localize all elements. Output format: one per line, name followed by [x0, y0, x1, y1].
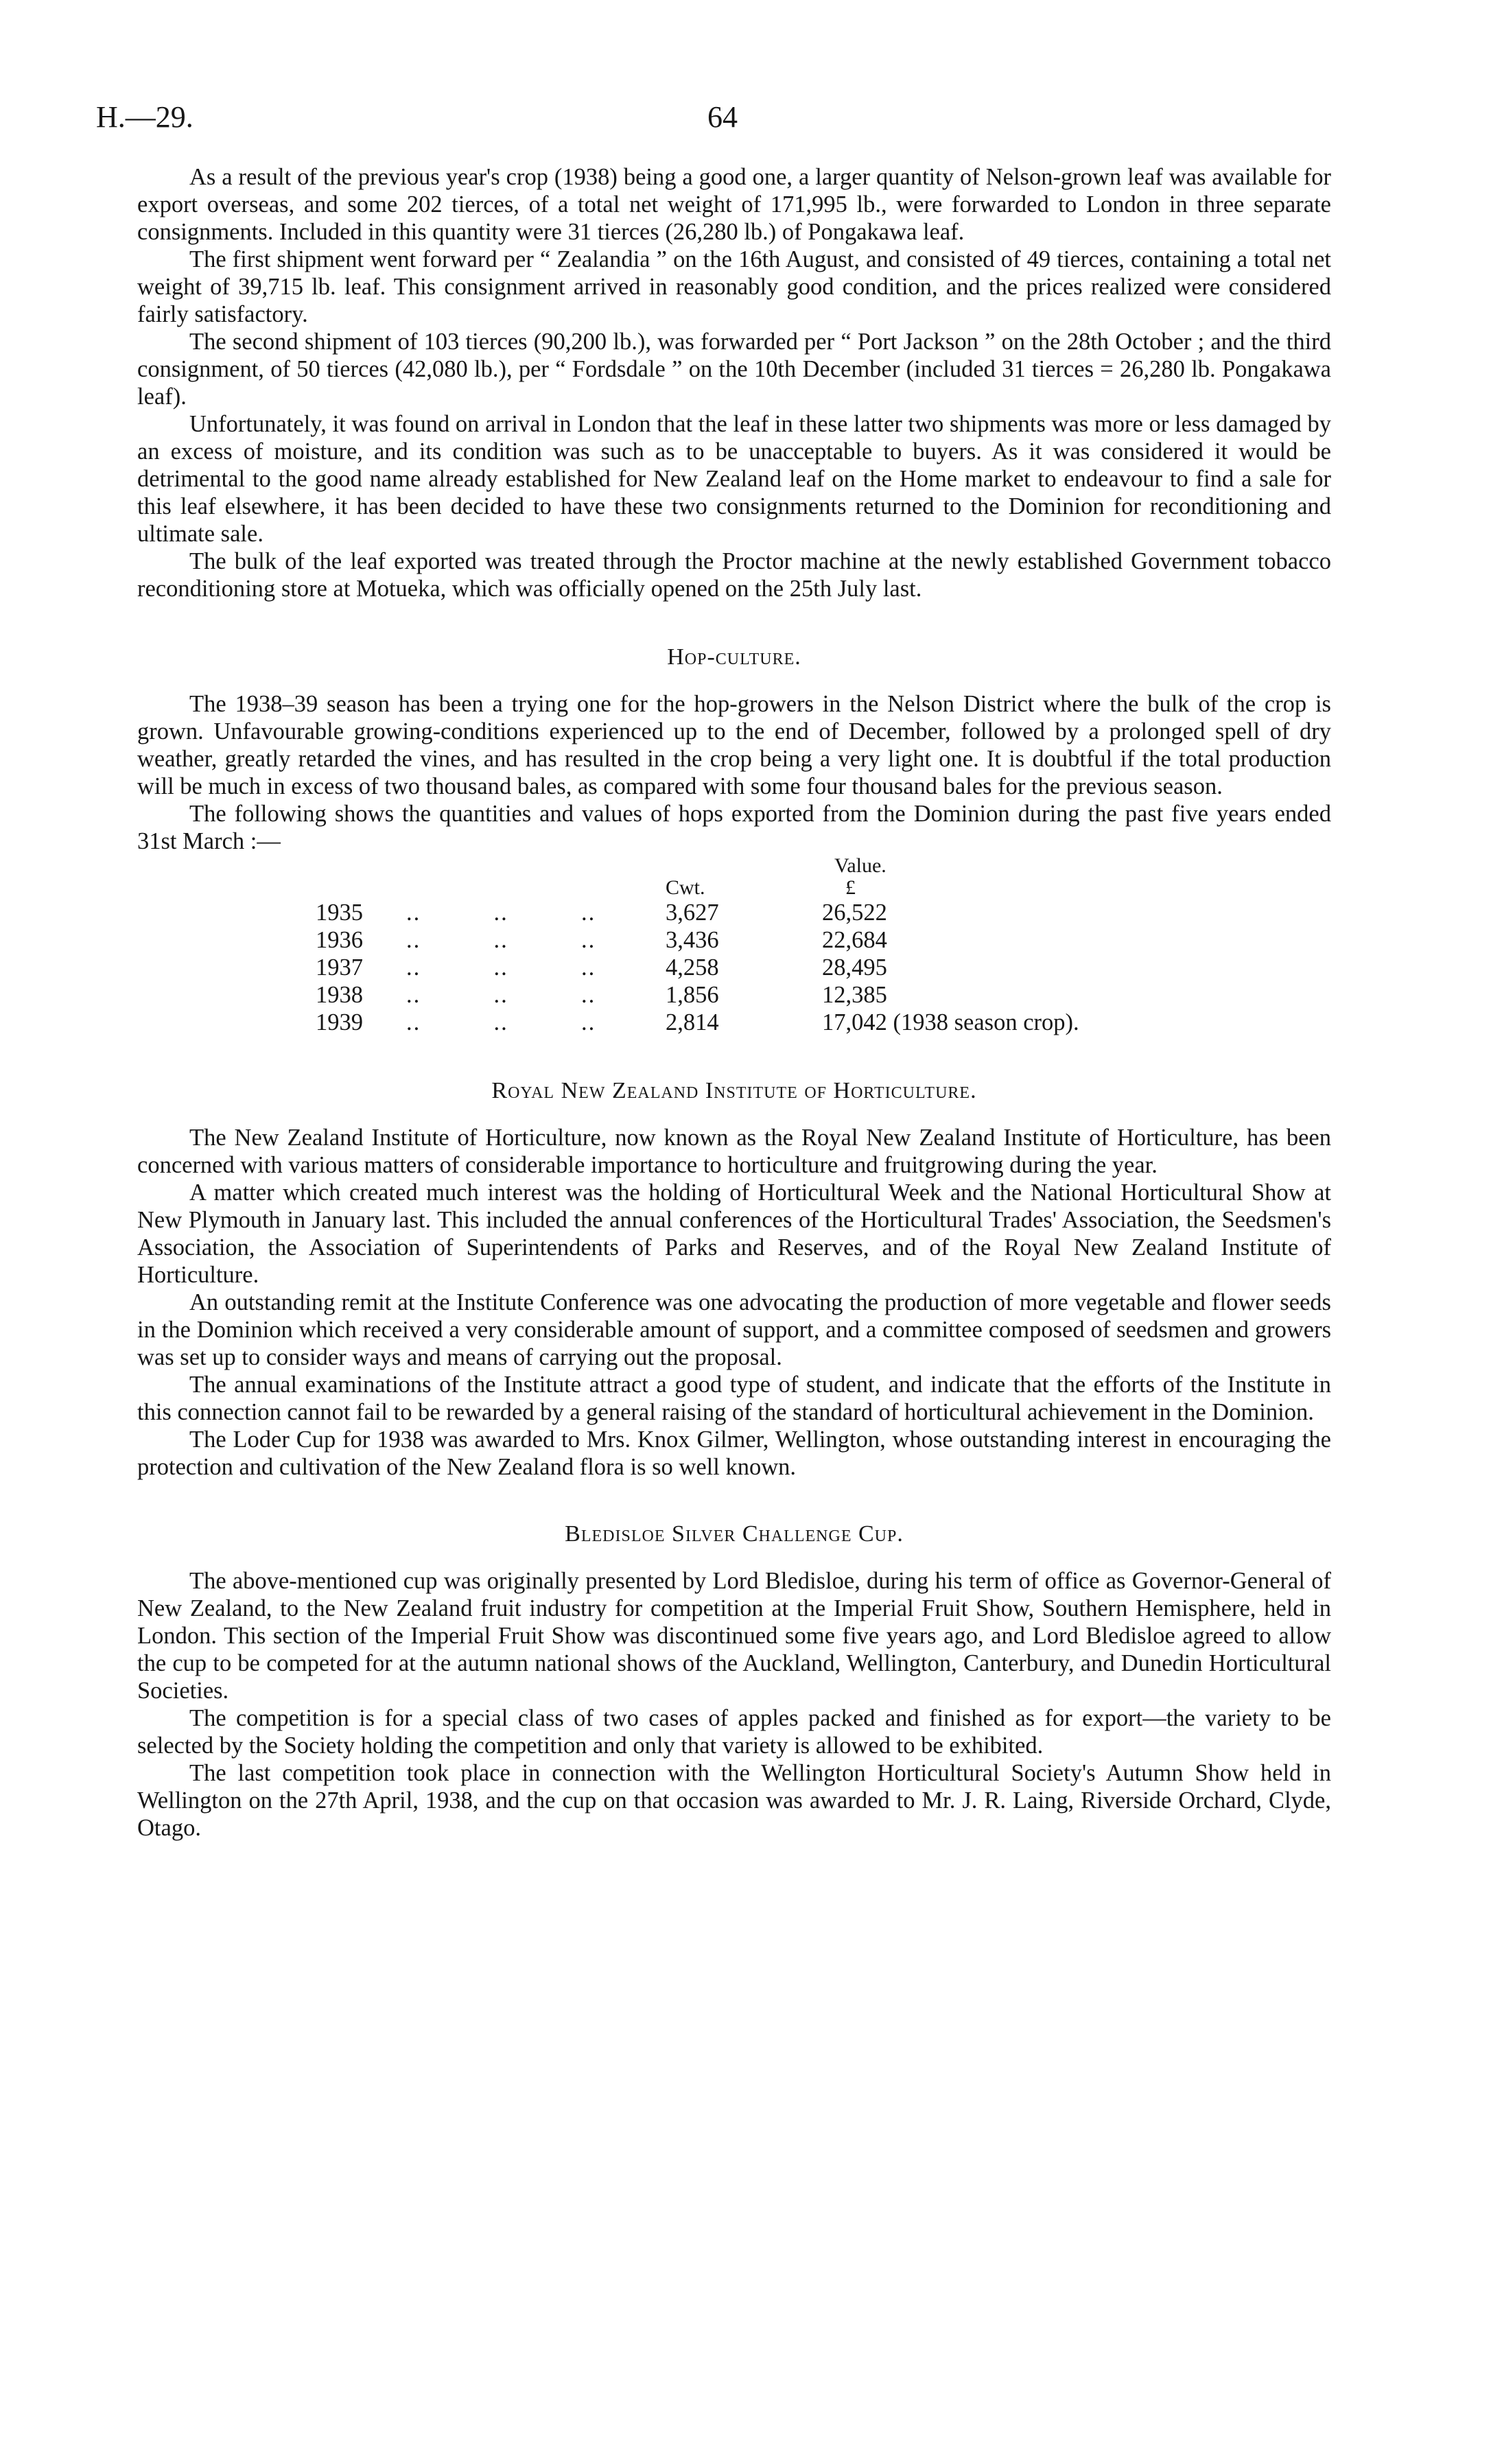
rnzih-section — [137, 1077, 1331, 1481]
paragraph: The above-mentioned cup was originally presented by Lord Bledisloe, during his term of office as Governor-General of New Zealand, to the New Zealand fruit industry for competition at the Imperial Fruit Show, Southern Hemisphere, held in London. This section of the Imperial Fruit Show was discontinued some five years ago, and Lord Bledisloe agreed to allow the cup to be competed for at the autumn national shows of the Auckland, Wellington, Canterbury, and Dunedin Horticultural Societies. — [137, 1568, 1331, 1704]
value-amount: 28,495 — [822, 954, 887, 981]
year-cell: 1935 — [316, 900, 363, 926]
bledisloe-section — [137, 1521, 1331, 1842]
cwt-cell: 1,856 — [666, 982, 719, 1008]
paragraph: A matter which created much interest was the holding of Horticultural Week and the National Horticultural Show at New Plymouth in January last. This included the annual conferences of the Horticultural Trades' Association, the Seedsmen's Association, the Association of Superintendents of Parks and Reserves, and of the Royal New Zealand Institute of Horticulture. — [137, 1180, 1331, 1288]
paragraph: The following shows the quantities and values of hops exported from the Dominion during the past five years ended 31st March :— — [137, 801, 1331, 854]
leader-dots: .. .. .. — [406, 1009, 596, 1035]
leader-dots: .. .. .. — [406, 900, 596, 926]
year-cell: 1938 — [316, 982, 363, 1008]
paragraph: The Loder Cup for 1938 was awarded to Mrs. Knox Gilmer, Wellington, whose outstanding interest in encouraging the protection and cultivation of the New Zealand flora is so well known. — [137, 1427, 1331, 1480]
value-cell — [822, 899, 1079, 926]
section-heading: Hop-culture. — [667, 644, 801, 670]
value-cell — [822, 926, 1079, 954]
page-body — [137, 163, 1331, 1842]
paragraph: The 1938–39 season has been a trying one for the hop-growers in the Nelson District where the bulk of the crop is grown. Unfavourable growing-conditions experienced up to the end of December, followed by a prolonged spell of dry weather, greatly retarded the vines, and has resulted in the crop being a very light one. It is doubtful if the total production will be much in excess of two thousand bales, as compared with some four thousand bales for the previous season. — [137, 691, 1331, 799]
cwt-cell: 3,627 — [666, 900, 719, 926]
year-cell: 1937 — [316, 954, 363, 981]
value-cell — [822, 954, 1079, 981]
leader-dots: .. .. .. — [406, 982, 596, 1008]
column-header-value — [822, 855, 1079, 899]
paragraph: The New Zealand Institute of Horticulture, now known as the Royal New Zealand Institute of Horticulture, has been concerned with various matters of considerable importance to horticulture and fruitgrowing during the year. — [137, 1125, 1331, 1178]
paragraph: The second shipment of 103 tierces (90,200 lb.), was forwarded per “ Port Jackson ” on the 28th October ; and the third consignment, of 50 tierces (42,080 lb.), per “ Fordsdale ” on the 10th December (included 31 tierces = 26,280 lb. Pongakawa leaf). — [137, 329, 1331, 410]
year-cell: 1939 — [316, 1009, 363, 1035]
page-number: 64 — [707, 100, 738, 134]
section-heading: Royal New Zealand Institute of Horticulture. — [491, 1078, 977, 1103]
paragraph: An outstanding remit at the Institute Conference was one advocating the production of more vegetable and flower seeds in the Dominion which received a very considerable amount of support, and a committee composed of seedsmen and growers was set up to consider ways and means of carrying out the proposal. — [137, 1289, 1331, 1370]
column-header-cwt: Cwt. — [666, 876, 705, 899]
document-reference: H.—29. — [96, 100, 193, 134]
hop-culture-section — [137, 644, 1331, 1036]
value-label: Value. — [834, 854, 887, 877]
value-cell — [822, 1009, 1079, 1036]
value-unit: £ — [845, 876, 856, 899]
paragraph: The bulk of the leaf exported was treated through the Proctor machine at the newly established Government tobacco reconditioning store at Motueka, which was officially opened on the 25th July last. — [137, 548, 1331, 602]
paragraph: The last competition took place in connection with the Wellington Horticultural Society's Autumn Show held in Wellington on the 27th April, 1938, and the cup on that occasion was awarded to Mr. J. R. Laing, Riverside Orchard, Clyde, Otago. — [137, 1760, 1331, 1841]
table-row — [316, 981, 1079, 1009]
leader-dots: .. .. .. — [406, 927, 596, 953]
paragraph: Unfortunately, it was found on arrival in London that the leaf in these latter two shipments was more or less damaged by an excess of moisture, and its condition was such as to be unacceptable to buyers. As it was considered it would be detrimental to the good name already established for New Zealand leaf on the Home market to endeavour to find a sale for this leaf elsewhere, it has been decided to have these two consignments returned to the Dominion for reconditioning and ultimate sale. — [137, 411, 1331, 547]
leader-dots: .. .. .. — [406, 954, 596, 981]
hop-exports-table — [316, 855, 1079, 1036]
table-row — [316, 1009, 1079, 1036]
cwt-cell: 2,814 — [666, 1009, 719, 1035]
year-cell: 1936 — [316, 927, 363, 953]
paragraph: The annual examinations of the Institute attract a good type of student, and indicate that the efforts of the Institute in this connection cannot fail to be rewarded by a general raising of the standard of horticultural achievement in the Dominion. — [137, 1372, 1331, 1425]
value-amount: 12,385 — [822, 982, 887, 1008]
cwt-cell: 3,436 — [666, 927, 719, 953]
paragraph: The competition is for a special class of two cases of apples packed and finished as for export—the variety to be selected by the Society holding the competition and only that variety is allowed to be exhibited. — [137, 1705, 1331, 1759]
value-amount: 17,042 — [822, 1009, 887, 1035]
value-amount: 26,522 — [822, 900, 887, 926]
tobacco-export-section — [137, 163, 1331, 602]
table-row — [316, 899, 1079, 926]
value-cell — [822, 981, 1079, 1009]
paragraph: The first shipment went forward per “ Zealandia ” on the 16th August, and consisted of 49 tierces, containing a total net weight of 39,715 lb. leaf. This consignment arrived in reasonably good condition, and the prices realized were considered fairly satisfactory. — [137, 246, 1331, 327]
value-note: (1938 season crop). — [893, 1009, 1079, 1035]
table-row — [316, 926, 1079, 954]
paragraph: As a result of the previous year's crop (1938) being a good one, a larger quantity of Nelson-grown leaf was available for export overseas, and some 202 tierces, of a total net weight of 171,995 lb., were forwarded to London in three separate consignments. Included in this quantity were 31 tierces (26,280 lb.) of Pongakawa leaf. — [137, 164, 1331, 245]
value-amount: 22,684 — [822, 927, 887, 953]
cwt-cell: 4,258 — [666, 954, 719, 981]
section-heading: Bledisloe Silver Challenge Cup. — [565, 1521, 904, 1547]
page-header — [0, 99, 1491, 141]
table-row — [316, 954, 1079, 981]
